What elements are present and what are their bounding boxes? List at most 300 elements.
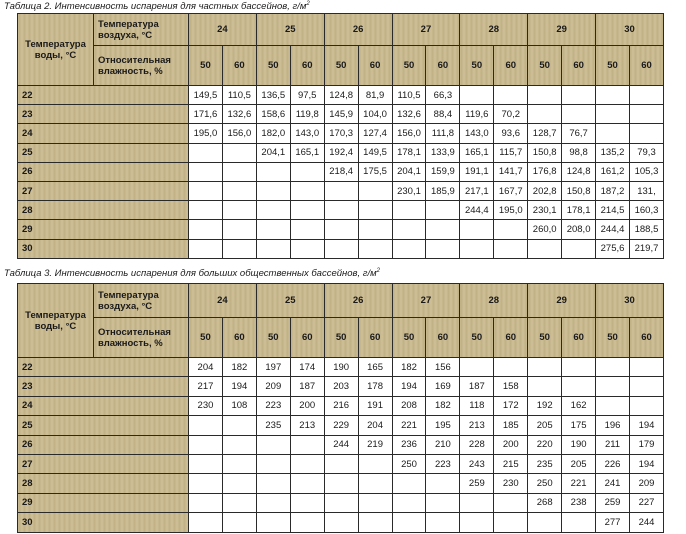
table-cell: 165,1: [460, 143, 494, 162]
table-cell: [290, 181, 324, 200]
humidity-value: 60: [358, 318, 392, 358]
table-cell: [392, 220, 426, 239]
humidity-value: 60: [290, 318, 324, 358]
humidity-value: 50: [392, 318, 426, 358]
water-temp-value: 27: [18, 181, 189, 200]
humidity-value: 50: [256, 318, 290, 358]
table-cell: 182: [392, 358, 426, 377]
water-temp-value: 23: [18, 105, 189, 124]
table-cell: 167,7: [494, 181, 528, 200]
table-cell: 244,4: [460, 201, 494, 220]
table-row: [18, 513, 664, 532]
table-cell: 104,0: [358, 105, 392, 124]
table-cell: 221: [392, 416, 426, 435]
table-cell: [189, 162, 223, 181]
table-cell: [290, 162, 324, 181]
table-cell: [290, 513, 324, 532]
table-cell: [494, 86, 528, 105]
table-cell: 182: [426, 396, 460, 415]
table-cell: 135,2: [596, 143, 630, 162]
table-cell: 229: [324, 416, 358, 435]
table-cell: 175: [562, 416, 596, 435]
table-cell: 215: [494, 454, 528, 473]
table-cell: [222, 416, 256, 435]
table-cell: [256, 454, 290, 473]
water-temp-value: 29: [18, 220, 189, 239]
table-cell: 204: [189, 358, 223, 377]
table-cell: 226: [596, 454, 630, 473]
table-cell: [460, 239, 494, 258]
table-cell: [189, 181, 223, 200]
table-cell: [324, 220, 358, 239]
table-cell: 195,0: [494, 201, 528, 220]
table-cell: 158,6: [256, 105, 290, 124]
table-cell: [562, 513, 596, 532]
table-cell: [256, 201, 290, 220]
table-cell: 182: [222, 358, 256, 377]
table-cell: 209: [256, 377, 290, 396]
humidity-value: 60: [222, 318, 256, 358]
table-cell: 250: [392, 454, 426, 473]
humidity-value: 60: [562, 46, 596, 86]
humidity-header: Относительная влажность, %: [94, 46, 189, 86]
table-cell: 110,5: [222, 86, 256, 105]
table-cell: [528, 377, 562, 396]
table-cell: 203: [324, 377, 358, 396]
table-cell: [392, 513, 426, 532]
table-cell: [222, 513, 256, 532]
table-cell: 187: [460, 377, 494, 396]
table-cell: 178,1: [562, 201, 596, 220]
table-cell: 243: [460, 454, 494, 473]
water-temp-header: Температура воды, °С: [18, 284, 94, 358]
table-row: [18, 435, 664, 454]
table-cell: [494, 493, 528, 512]
table-cell: 230,1: [528, 201, 562, 220]
water-temp-value: 28: [18, 474, 189, 493]
humidity-value: 60: [222, 46, 256, 86]
air-temp-value: 30: [596, 284, 664, 318]
table3-caption: Таблица 3. Интенсивность испарения для больших общественных бассейнов, $г/м^2$: [4, 268, 380, 280]
table-cell: 187,2: [596, 181, 630, 200]
table-cell: [189, 493, 223, 512]
table-cell: 76,7: [562, 124, 596, 143]
table-cell: 98,8: [562, 143, 596, 162]
table-cell: 218,4: [324, 162, 358, 181]
table-cell: 169: [426, 377, 460, 396]
humidity-value: 50: [324, 46, 358, 86]
table-cell: 204,1: [392, 162, 426, 181]
table-cell: [290, 474, 324, 493]
table-cell: [596, 124, 630, 143]
table-cell: [460, 358, 494, 377]
table-cell: 244,4: [596, 220, 630, 239]
table-cell: 192,4: [324, 143, 358, 162]
table-row: [18, 474, 664, 493]
table-cell: 124,8: [562, 162, 596, 181]
table-cell: [290, 454, 324, 473]
table-row: [18, 454, 664, 473]
table-cell: 145,9: [324, 105, 358, 124]
table-row: [18, 396, 664, 415]
table-cell: 118: [460, 396, 494, 415]
air-temp-value: 24: [189, 284, 257, 318]
table-cell: 127,4: [358, 124, 392, 143]
table-cell: [324, 454, 358, 473]
table-cell: 160,3: [629, 201, 663, 220]
table-cell: 191,1: [460, 162, 494, 181]
table-cell: 97,5: [290, 86, 324, 105]
table-cell: 143,0: [460, 124, 494, 143]
table-cell: [392, 493, 426, 512]
table-cell: [358, 454, 392, 473]
table-cell: [189, 220, 223, 239]
table-cell: [324, 181, 358, 200]
table-cell: 219: [358, 435, 392, 454]
table-cell: 149,5: [358, 143, 392, 162]
table-cell: [222, 435, 256, 454]
table-cell: 244: [629, 513, 663, 532]
water-temp-value: 22: [18, 86, 189, 105]
header-row-air-temp: [18, 284, 664, 318]
table-row: [18, 377, 664, 396]
table-cell: [562, 377, 596, 396]
water-temp-value: 24: [18, 396, 189, 415]
table-cell: 194: [222, 377, 256, 396]
table-cell: [358, 220, 392, 239]
table-row: [18, 105, 664, 124]
table-cell: 115,7: [494, 143, 528, 162]
table-cell: [290, 239, 324, 258]
table-cell: 241: [596, 474, 630, 493]
air-temp-value: 24: [189, 14, 257, 46]
table-cell: 259: [596, 493, 630, 512]
table-cell: [494, 220, 528, 239]
humidity-value: 60: [562, 318, 596, 358]
table-cell: 187: [290, 377, 324, 396]
table-cell: 156,0: [392, 124, 426, 143]
table-cell: [562, 105, 596, 124]
table-cell: 185: [494, 416, 528, 435]
table-cell: 149,5: [189, 86, 223, 105]
table-cell: [358, 474, 392, 493]
table-cell: [256, 493, 290, 512]
table-cell: 208: [392, 396, 426, 415]
humidity-value: 50: [596, 318, 630, 358]
table-cell: 136,5: [256, 86, 290, 105]
table-cell: [324, 474, 358, 493]
table-cell: 194: [629, 454, 663, 473]
table-row: [18, 201, 664, 220]
table-cell: [222, 143, 256, 162]
table-cell: [426, 239, 460, 258]
table-cell: 221: [562, 474, 596, 493]
air-temp-value: 28: [460, 284, 528, 318]
water-temp-value: 25: [18, 416, 189, 435]
table-cell: 132,6: [222, 105, 256, 124]
table-cell: [358, 239, 392, 258]
table-cell: [629, 377, 663, 396]
table-cell: 128,7: [528, 124, 562, 143]
table-cell: [528, 239, 562, 258]
table-cell: 230: [189, 396, 223, 415]
table-cell: 227: [629, 493, 663, 512]
table-cell: 93,6: [494, 124, 528, 143]
table-cell: [324, 201, 358, 220]
table-cell: 162: [562, 396, 596, 415]
table-cell: 216: [324, 396, 358, 415]
table-cell: 213: [290, 416, 324, 435]
table-cell: 158: [494, 377, 528, 396]
table-cell: [256, 239, 290, 258]
table-cell: 108: [222, 396, 256, 415]
table-cell: 194: [629, 416, 663, 435]
humidity-value: 50: [392, 46, 426, 86]
humidity-value: 50: [324, 318, 358, 358]
table-cell: [189, 454, 223, 473]
table-cell: [189, 239, 223, 258]
table-cell: [189, 435, 223, 454]
table-cell: 250: [528, 474, 562, 493]
table-cell: [596, 86, 630, 105]
table-cell: 275,6: [596, 239, 630, 258]
table-cell: [528, 105, 562, 124]
table-row: [18, 162, 664, 181]
air-temp-value: 29: [528, 284, 596, 318]
air-temp-header: Температура воздуха, °С: [94, 284, 189, 318]
table-cell: [528, 513, 562, 532]
table-cell: [358, 513, 392, 532]
humidity-value: 50: [460, 46, 494, 86]
table-cell: [596, 105, 630, 124]
table-cell: 178: [358, 377, 392, 396]
table2-caption: Таблица 2. Интенсивность испарения для частных бассейнов, $г/м^2$: [4, 1, 310, 13]
table-cell: 190: [324, 358, 358, 377]
table-cell: 105,3: [629, 162, 663, 181]
table-cell: 119,8: [290, 105, 324, 124]
table-cell: [189, 143, 223, 162]
humidity-header: Относительная влажность, %: [94, 318, 189, 358]
table-cell: [460, 493, 494, 512]
table-cell: 150,8: [528, 143, 562, 162]
table-cell: [222, 162, 256, 181]
table-cell: [629, 86, 663, 105]
table-cell: 195: [426, 416, 460, 435]
table-cell: [358, 201, 392, 220]
table-cell: 81,9: [358, 86, 392, 105]
table-cell: 161,2: [596, 162, 630, 181]
humidity-value: 60: [426, 46, 460, 86]
table-cell: 195,0: [189, 124, 223, 143]
water-temp-value: 26: [18, 435, 189, 454]
table-cell: [358, 181, 392, 200]
table-cell: [460, 513, 494, 532]
table-cell: [324, 493, 358, 512]
table-cell: [324, 239, 358, 258]
air-temp-header: Температура воздуха, °С: [94, 14, 189, 46]
water-temp-value: 28: [18, 201, 189, 220]
table-cell: [222, 181, 256, 200]
table3-evaporation-public-pools: [17, 283, 664, 533]
table-cell: 205: [562, 454, 596, 473]
table-cell: 156,0: [222, 124, 256, 143]
table-cell: [562, 358, 596, 377]
table-row: [18, 493, 664, 512]
table-cell: [290, 493, 324, 512]
table-row: [18, 86, 664, 105]
table-cell: [426, 474, 460, 493]
table-cell: 223: [426, 454, 460, 473]
table-cell: 220: [528, 435, 562, 454]
table-cell: 188,5: [629, 220, 663, 239]
table-cell: [494, 358, 528, 377]
humidity-value: 60: [426, 318, 460, 358]
water-temp-value: 26: [18, 162, 189, 181]
table-cell: [222, 454, 256, 473]
table-cell: [528, 86, 562, 105]
table2-evaporation-private-pools: [17, 13, 664, 259]
humidity-value: 60: [629, 46, 663, 86]
table-cell: 70,2: [494, 105, 528, 124]
humidity-value: 60: [358, 46, 392, 86]
table-cell: 141,7: [494, 162, 528, 181]
table-cell: 210: [426, 435, 460, 454]
table-cell: [189, 201, 223, 220]
table-cell: 209: [629, 474, 663, 493]
table-cell: 111,8: [426, 124, 460, 143]
air-temp-value: 26: [324, 284, 392, 318]
table-cell: [256, 162, 290, 181]
table-cell: 159,9: [426, 162, 460, 181]
table-cell: 194: [392, 377, 426, 396]
table-cell: 175,5: [358, 162, 392, 181]
header-row-humidity: [18, 318, 664, 358]
table-cell: [256, 513, 290, 532]
table-cell: 200: [290, 396, 324, 415]
table-cell: 230,1: [392, 181, 426, 200]
table-cell: [494, 239, 528, 258]
table-cell: 192: [528, 396, 562, 415]
table-cell: 196: [596, 416, 630, 435]
table-row: [18, 358, 664, 377]
table-cell: 204,1: [256, 143, 290, 162]
table-cell: 133,9: [426, 143, 460, 162]
table-cell: [256, 181, 290, 200]
table-cell: [460, 86, 494, 105]
humidity-value: 50: [528, 46, 562, 86]
table-cell: [358, 493, 392, 512]
table-cell: 119,6: [460, 105, 494, 124]
water-temp-value: 30: [18, 513, 189, 532]
table-cell: 277: [596, 513, 630, 532]
air-temp-value: 30: [596, 14, 664, 46]
air-temp-value: 25: [256, 284, 324, 318]
table-cell: [562, 86, 596, 105]
table-cell: 156: [426, 358, 460, 377]
table-cell: 205: [528, 416, 562, 435]
table-cell: 165,1: [290, 143, 324, 162]
water-temp-value: 22: [18, 358, 189, 377]
water-temp-value: 23: [18, 377, 189, 396]
table-cell: 182,0: [256, 124, 290, 143]
table-cell: [629, 124, 663, 143]
table-cell: [222, 493, 256, 512]
table-cell: [222, 239, 256, 258]
water-temp-value: 30: [18, 239, 189, 258]
table-cell: [189, 416, 223, 435]
table-cell: 190: [562, 435, 596, 454]
table-cell: [290, 435, 324, 454]
table-cell: 132,6: [392, 105, 426, 124]
humidity-value: 50: [460, 318, 494, 358]
table-cell: [324, 513, 358, 532]
humidity-value: 60: [494, 318, 528, 358]
table-cell: 202,8: [528, 181, 562, 200]
header-row-air-temp: [18, 14, 664, 46]
table-cell: [426, 493, 460, 512]
table-cell: 172: [494, 396, 528, 415]
table-row: [18, 143, 664, 162]
table-cell: [256, 220, 290, 239]
table-cell: [222, 201, 256, 220]
table-cell: [290, 201, 324, 220]
humidity-value: 50: [189, 318, 223, 358]
humidity-value: 60: [629, 318, 663, 358]
table-cell: [596, 358, 630, 377]
air-temp-value: 25: [256, 14, 324, 46]
table-cell: 170,3: [324, 124, 358, 143]
table-cell: 238: [562, 493, 596, 512]
table-cell: 211: [596, 435, 630, 454]
table-cell: 185,9: [426, 181, 460, 200]
table-cell: [596, 377, 630, 396]
table-cell: [460, 220, 494, 239]
table-cell: [222, 474, 256, 493]
water-temp-value: 25: [18, 143, 189, 162]
air-temp-value: 26: [324, 14, 392, 46]
table-cell: 200: [494, 435, 528, 454]
table-cell: 213: [460, 416, 494, 435]
table-cell: [256, 474, 290, 493]
table-cell: [290, 220, 324, 239]
table-cell: [629, 396, 663, 415]
table-row: [18, 220, 664, 239]
humidity-value: 60: [290, 46, 324, 86]
water-temp-value: 29: [18, 493, 189, 512]
table-cell: 176,8: [528, 162, 562, 181]
table-cell: 131,: [629, 181, 663, 200]
table-cell: 260,0: [528, 220, 562, 239]
table-cell: [392, 201, 426, 220]
table-cell: 174: [290, 358, 324, 377]
table-cell: 228: [460, 435, 494, 454]
table-cell: [426, 513, 460, 532]
table-cell: [629, 105, 663, 124]
air-temp-value: 28: [460, 14, 528, 46]
table-cell: 66,3: [426, 86, 460, 105]
table-cell: 110,5: [392, 86, 426, 105]
water-temp-value: 27: [18, 454, 189, 473]
humidity-value: 50: [189, 46, 223, 86]
table-cell: 214,5: [596, 201, 630, 220]
table-cell: 236: [392, 435, 426, 454]
table-cell: 124,8: [324, 86, 358, 105]
table-cell: [392, 239, 426, 258]
humidity-value: 60: [494, 46, 528, 86]
table-cell: 259: [460, 474, 494, 493]
table-cell: 150,8: [562, 181, 596, 200]
table-cell: [189, 474, 223, 493]
